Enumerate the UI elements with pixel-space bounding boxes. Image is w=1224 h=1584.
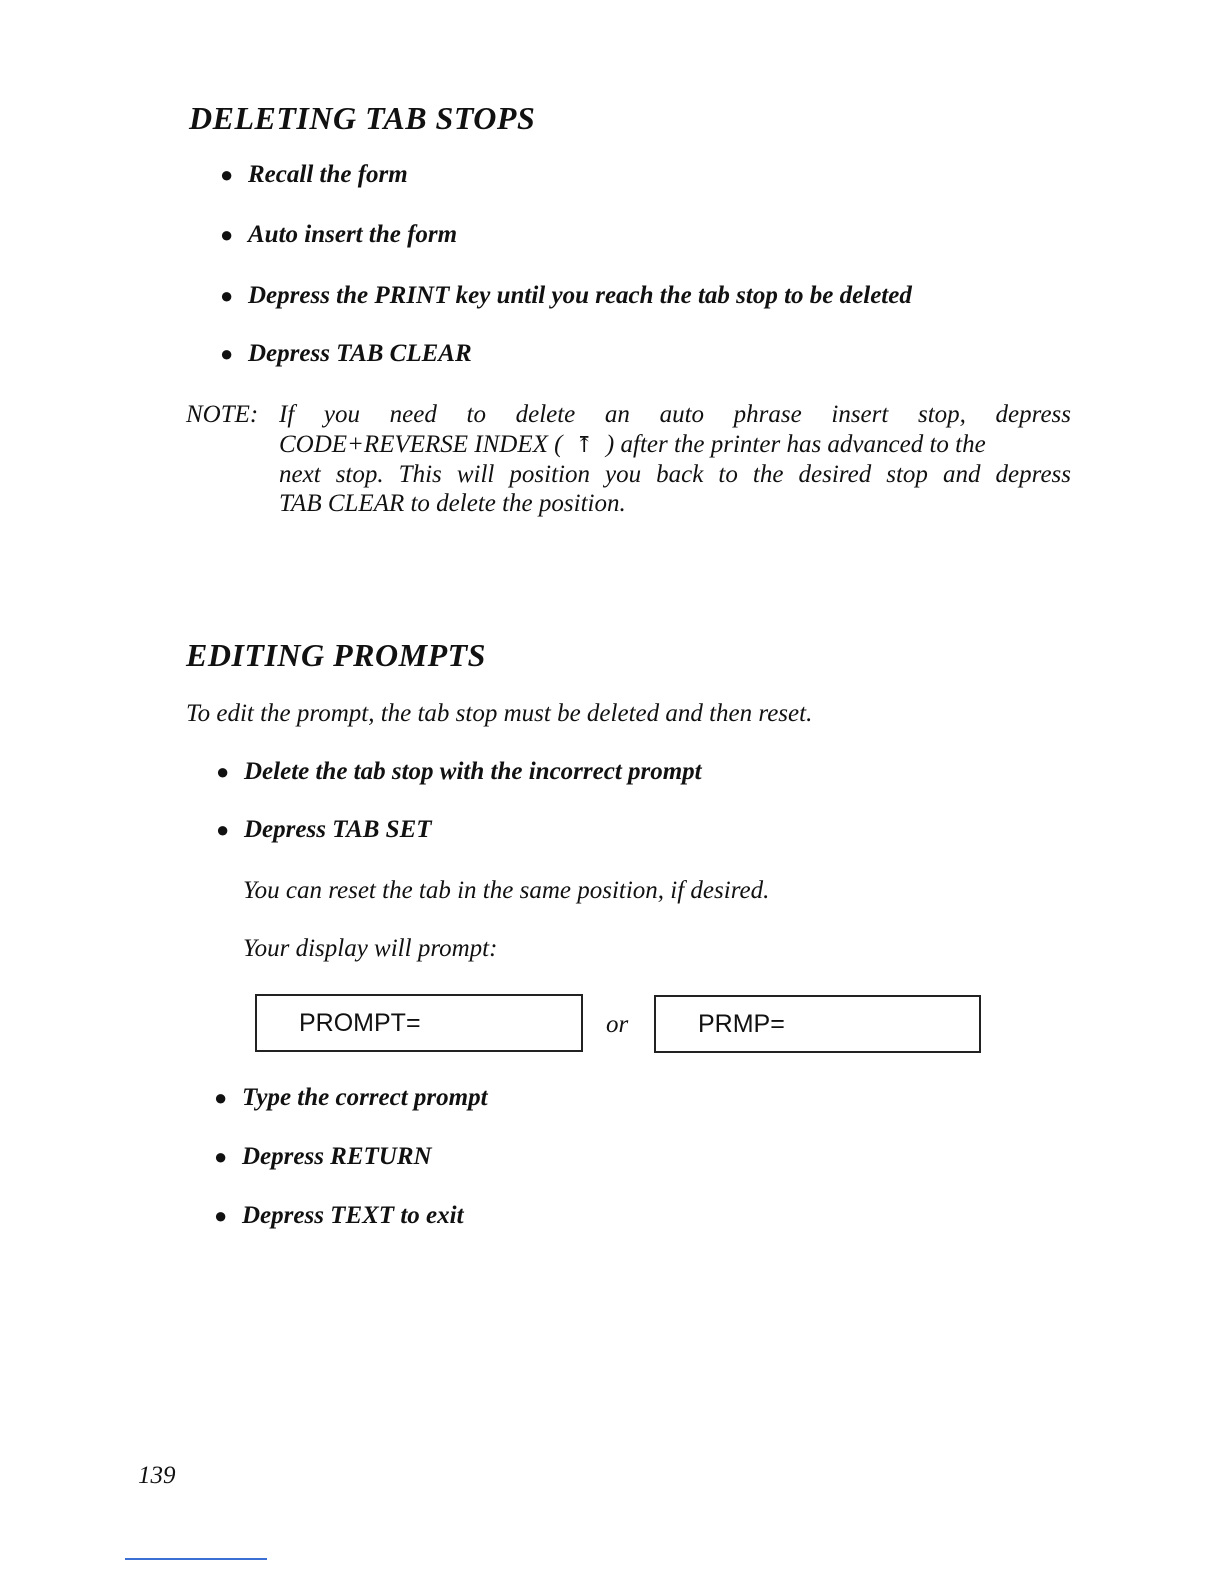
footer-rule [125, 1558, 267, 1560]
list-item: ● Depress TEXT to exit [214, 1202, 464, 1229]
bullet-icon: ● [214, 1144, 228, 1169]
display-box-prompt: PROMPT= [255, 994, 583, 1052]
list-item: ● Depress TAB SET [216, 816, 432, 843]
bullet-icon: ● [220, 341, 234, 366]
bullet-icon: ● [214, 1203, 228, 1228]
note-line-2-start: CODE+REVERSE INDEX ( ⤒ ) after the printer has advanced to the [279, 431, 986, 458]
list-item: ● Type the correct prompt [214, 1084, 488, 1111]
list-item: ● Depress the PRINT key until you reach the tab stop to be deleted [220, 282, 912, 309]
reset-text: You can reset the tab in the same position, if desired. [243, 877, 770, 904]
note-line-4: TAB CLEAR to delete the position. [279, 490, 626, 517]
section-heading-deleting-tab-stops: DELETING TAB STOPS [189, 100, 536, 136]
list-item: ● Recall the form [220, 161, 408, 188]
note-label: NOTE: [186, 401, 259, 428]
bullet-icon: ● [214, 1085, 228, 1110]
list-item: ● Auto insert the form [220, 221, 458, 248]
bullet-icon: ● [220, 162, 234, 187]
bullet-icon: ● [220, 283, 234, 308]
list-item: ● Depress TAB CLEAR [220, 340, 472, 367]
note-line-3: next stop. This will position you back to the desired stop and depress [279, 461, 1071, 488]
bullet-icon: ● [216, 759, 230, 784]
intro-text: To edit the prompt, the tab stop must be deleted and then reset. [186, 700, 813, 727]
bullet-icon: ● [216, 817, 230, 842]
reverse-index-arrow-icon: ⤒ [574, 432, 594, 457]
display-or-text: or [606, 1011, 629, 1038]
note-line-1: If you need to delete an auto phrase insert stop, depress [279, 401, 1071, 428]
display-prompt-text: Your display will prompt: [243, 935, 498, 962]
note-line-2 [279, 431, 1071, 459]
list-item: ● Depress RETURN [214, 1143, 432, 1170]
bullet-icon: ● [220, 222, 234, 247]
display-box-prmp: PRMP= [654, 995, 981, 1053]
list-item: ● Delete the tab stop with the incorrect prompt [216, 758, 702, 785]
page-number: 139 [138, 1462, 176, 1489]
section-heading-editing-prompts: EDITING PROMPTS [186, 637, 486, 673]
